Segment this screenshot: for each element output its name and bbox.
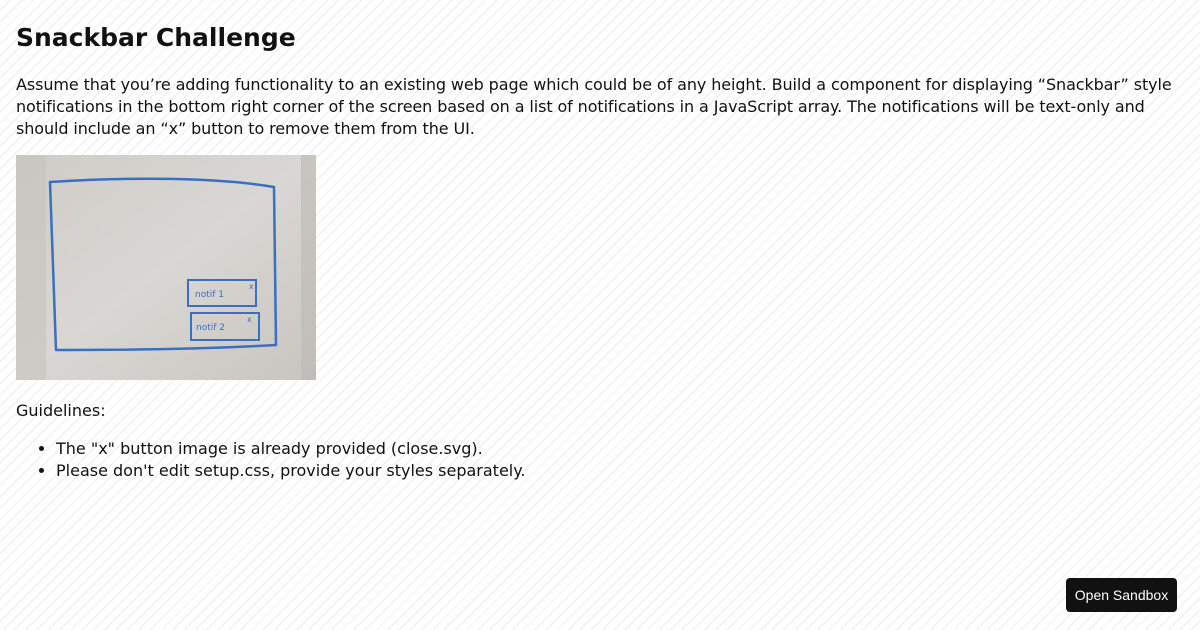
- guideline-item: • The "x" button image is already provided (close.svg).: [56, 438, 1186, 460]
- guideline-item: • Please don't edit setup.css, provide your styles separately.: [56, 460, 1186, 482]
- intro-paragraph: Assume that you’re adding functionality to an existing web page which could be of any height. Build a component for displaying “Snackbar” style notifications in the bottom right corner of the screen based on a list of notifications in a JavaScript array. The notifications will be text-only and should include an “x” button to remove them from the UI.: [16, 75, 1172, 138]
- whiteboard-sketch-image: [16, 155, 316, 380]
- sketch-notification-1-close-icon: x: [249, 282, 254, 291]
- sketch-notification-2-label: notif 2: [196, 323, 225, 333]
- guidelines-list: [16, 438, 1186, 482]
- sketch-notification-2-close-icon: x: [247, 315, 252, 324]
- page-title: Snackbar Challenge: [16, 23, 296, 52]
- sketch-notification-1-label: notif 1: [195, 290, 224, 300]
- challenge-content: [16, 0, 1186, 482]
- open-sandbox-button[interactable]: Open Sandbox: [1066, 578, 1177, 612]
- guidelines-label: Guidelines:: [16, 401, 106, 420]
